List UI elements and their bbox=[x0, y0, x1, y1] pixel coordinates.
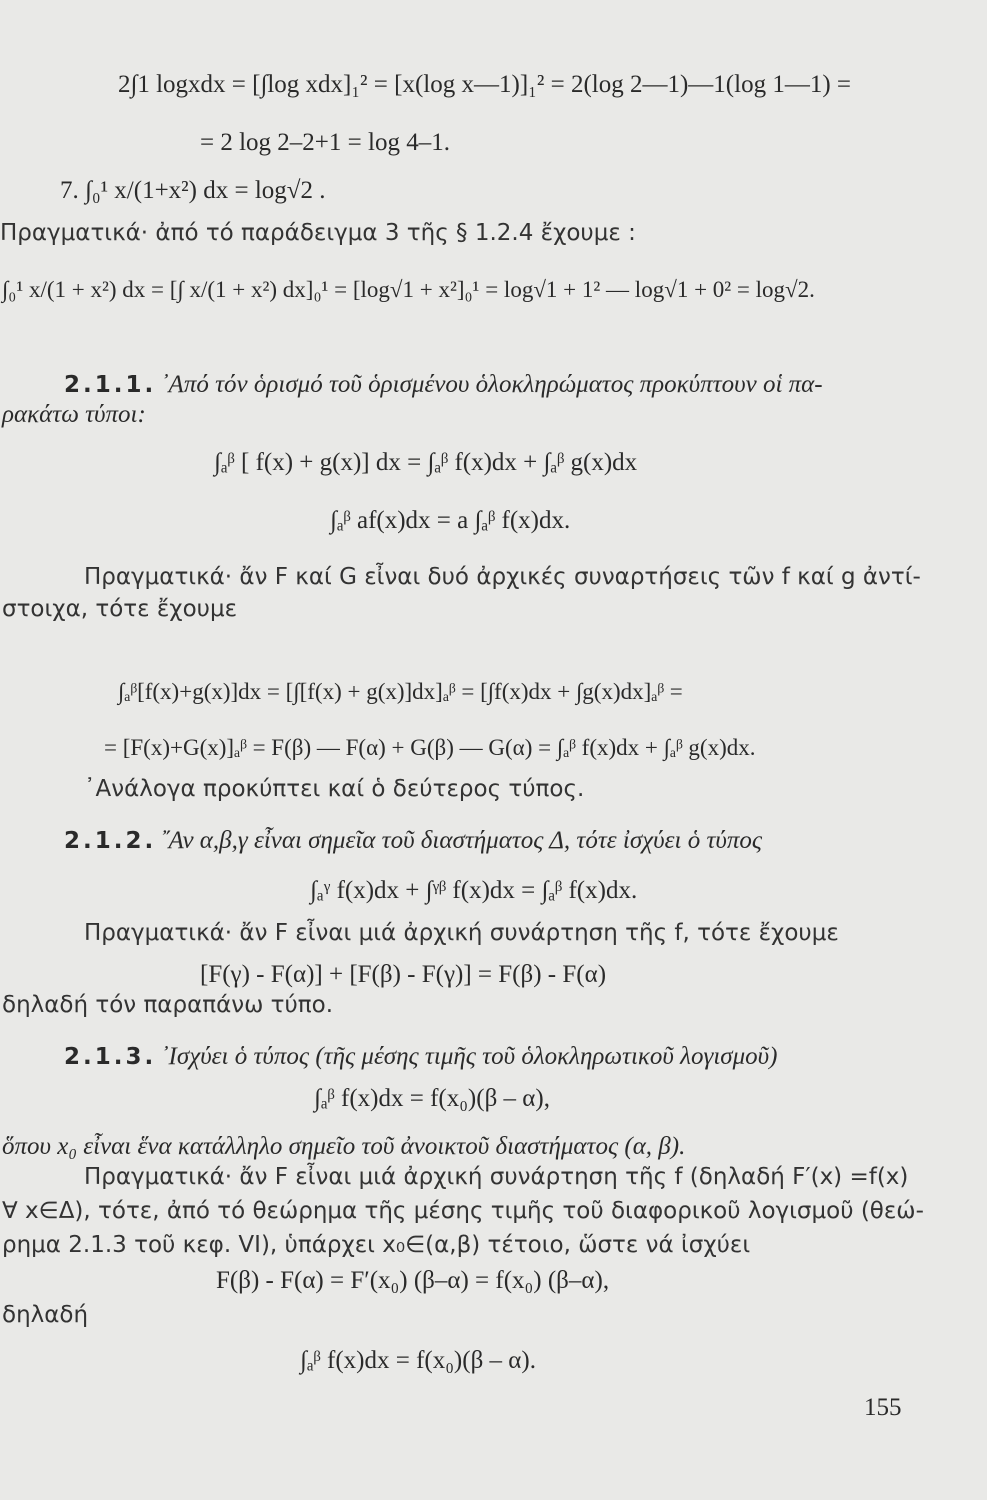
proof-text: Πραγματικά· ἄν F καί G εἶναι δυό ἀρχικές συναρτήσεις τῶν f καί g ἀντί- bbox=[84, 564, 921, 590]
where-clause: ὅπου x₀ εἶναι ἕνα κατάλληλο σημεῖο τοῦ ἀνοικτοῦ διαστήματος (α, β). bbox=[2, 1133, 686, 1160]
proof-equation: F(β) - F(α) = F′(x₀) (β–α) = f(x₀) (β–α), bbox=[216, 1267, 610, 1294]
proof-equation: = [F(x)+G(x)]ₐᵝ = F(β) — F(α) + G(β) — G(α) = ∫ₐᵝ f(x)dx + ∫ₐᵝ g(x)dx. bbox=[104, 735, 756, 760]
page-number: 155 bbox=[864, 1394, 902, 1421]
section-title: ᾽Από τόν ὁρισμό τοῦ ὁρισμένου ὁλοκληρώματος προκύπτουν οἱ πα- bbox=[160, 371, 823, 398]
example-7-intro: Πραγματικά· ἀπό τό παράδειγμα 3 τῆς § 1.2.4 ἔχουμε : bbox=[0, 220, 636, 246]
equation-log-result: = 2 log 2–2+1 = log 4–1. bbox=[200, 129, 450, 156]
section-title: ῎Αν α,β,γ εἶναι σημεῖα τοῦ διαστήματος Δ, τότε ἰσχύει ὁ τύπος bbox=[160, 827, 763, 854]
example-7-proof: ∫₀¹ x/(1 + x²) dx = [∫ x/(1 + x²) dx]₀¹ = [log√1 + x²]₀¹ = log√1 + 1² — log√1 + 0² = log√2. bbox=[2, 277, 815, 302]
section-2-1-3-heading bbox=[64, 1044, 777, 1069]
proof-text: στοιχα, τότε ἔχουμε bbox=[2, 596, 238, 622]
proof-text: ρημα 2.1.3 τοῦ κεφ. VI), ὑπάρχει x₀∈(α,β) τέτοιο, ὥστε νά ἰσχύει bbox=[2, 1232, 751, 1258]
section-number: 2.1.3. bbox=[64, 1044, 157, 1070]
section-title-continued: ρακάτω τύποι: bbox=[2, 401, 146, 428]
proof-equation: ∫ₐᵝ[f(x)+g(x)]dx = [∫[f(x) + g(x)]dx]ₐᵝ = [∫f(x)dx + ∫g(x)dx]ₐᵝ = bbox=[118, 679, 683, 704]
equation-log-integral: 2∫1 logxdx = [∫log xdx]₁² = [x(log x—1)]₁² = 2(log 2—1)—1(log 1—1) = bbox=[118, 71, 851, 98]
label-text: δηλαδή bbox=[2, 1302, 89, 1328]
section-2-1-1-heading bbox=[64, 372, 823, 397]
formula-mean-value: ∫ₐᵝ f(x)dx = f(x₀)(β – α), bbox=[314, 1085, 550, 1112]
example-7-formula: 7. ∫₀¹ x/(1+x²) dx = log√2 . bbox=[60, 177, 326, 204]
closing-text: δηλαδή τόν παραπάνω τύπο. bbox=[2, 992, 334, 1018]
section-number: 2.1.2. bbox=[64, 828, 157, 854]
formula-scalar-rule: ∫ₐᵝ af(x)dx = a ∫ₐᵝ f(x)dx. bbox=[330, 507, 571, 534]
formula-additivity: ∫ₐᵞ f(x)dx + ∫ᵞᵝ f(x)dx = ∫ₐᵝ f(x)dx. bbox=[310, 877, 638, 904]
section-title: ᾽Ισχύει ὁ τύπος (τῆς μέσης τιμῆς τοῦ ὁλοκληρωτικοῦ λογισμοῦ) bbox=[160, 1043, 778, 1070]
section-number: 2.1.1. bbox=[64, 372, 157, 398]
proof-equation: [F(γ) - F(α)] + [F(β) - F(γ)] = F(β) - F(α) bbox=[200, 961, 607, 988]
proof-text: Πραγματικά· ἄν F εἶναι μιά ἀρχική συνάρτηση τῆς f, τότε ἔχουμε bbox=[84, 920, 839, 946]
formula-sum-rule: ∫ₐᵝ [ f(x) + g(x)] dx = ∫ₐᵝ f(x)dx + ∫ₐᵝ g(x)dx bbox=[214, 449, 638, 476]
proof-text: Πραγματικά· ἄν F εἶναι μιά ἀρχική συνάρτηση τῆς f (δηλαδή F′(x) =f(x) bbox=[84, 1164, 909, 1190]
proof-text: ∀ x∈Δ), τότε, ἀπό τό θεώρημα τῆς μέσης τιμῆς τοῦ διαφορικοῦ λογισμοῦ (θεώ- bbox=[2, 1198, 924, 1224]
closing-text: ᾽Ανάλογα προκύπτει καί ὁ δεύτερος τύπος. bbox=[84, 776, 585, 802]
final-formula: ∫ₐᵝ f(x)dx = f(x₀)(β – α). bbox=[300, 1347, 536, 1374]
section-2-1-2-heading bbox=[64, 828, 762, 853]
